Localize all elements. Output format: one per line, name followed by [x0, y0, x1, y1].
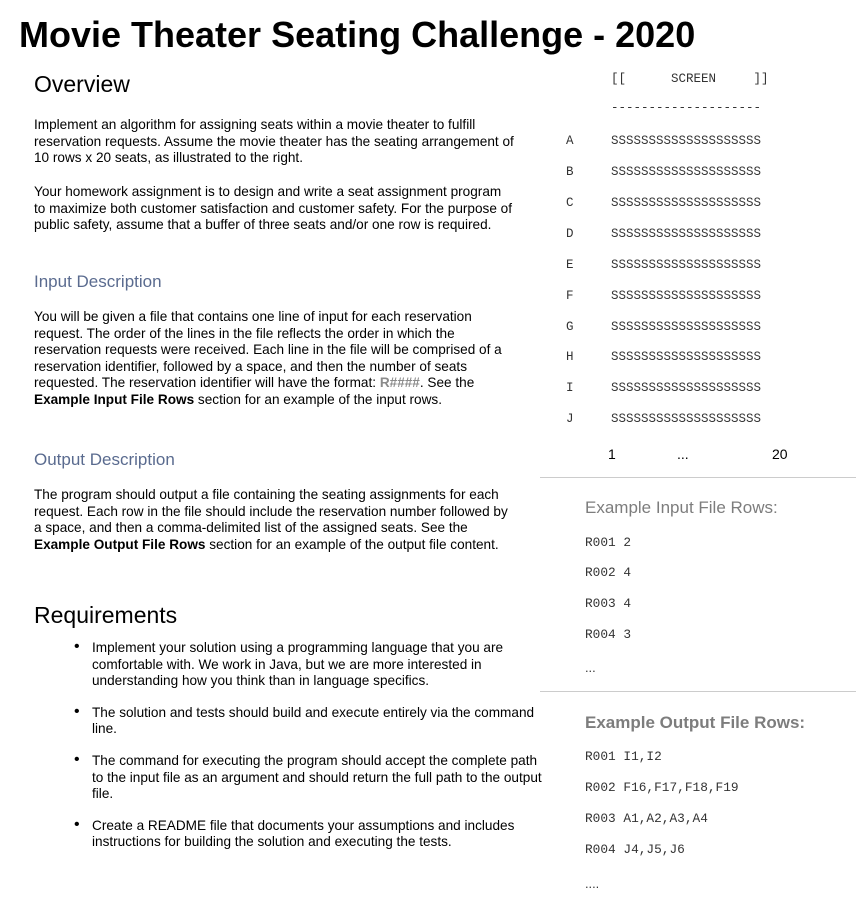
seat-row: SSSSSSSSSSSSSSSSSSSS: [611, 165, 762, 179]
output-description-text-b: section for an example of the output file content.: [205, 536, 499, 552]
overview-paragraph-2: Your homework assignment is to design and write a seat assignment program to maximize both customer satisfaction and customer safety. For the purpose of public safety, assume that a buffer of three seats and/or one row is required.: [34, 184, 513, 233]
seat-row: SSSSSSSSSSSSSSSSSSSS: [611, 227, 762, 241]
input-description-heading: Input Description: [34, 272, 162, 291]
overview-paragraph-1: Implement an algorithm for assigning seats within a movie theater to fulfill reservation requests. Assume the movie theater has the seating arrangement of 10 rows x 20 seats, as illustrated to the right.: [34, 117, 514, 166]
example-output-row: R002 F16,F17,F18,F19: [585, 780, 739, 795]
seat-row: SSSSSSSSSSSSSSSSSSSS: [611, 350, 762, 364]
requirements-list: [58, 640, 552, 866]
list-item: • Create a README file that documents your assumptions and includes instructions for building the solution and executing the tests.: [92, 818, 552, 851]
example-output-row: R004 J4,J5,J6: [585, 842, 685, 857]
row-letter: B: [566, 165, 574, 179]
overview-heading: Overview: [34, 71, 130, 97]
requirements-heading: Requirements: [34, 602, 178, 628]
input-description-text-c: section for an example of the input rows.: [194, 391, 442, 407]
screen-label: [[ SCREEN ]]: [611, 72, 769, 86]
list-item: • The solution and tests should build and execute entirely via the command line.: [92, 705, 552, 738]
page-title: Movie Theater Seating Challenge - 2020: [19, 14, 696, 55]
screen-divider: --------------------: [611, 101, 762, 115]
seat-row: SSSSSSSSSSSSSSSSSSSS: [611, 381, 762, 395]
row-letter: E: [566, 258, 574, 272]
row-letter: C: [566, 196, 574, 210]
row-letter: A: [566, 134, 574, 148]
seat-number-first: 1: [608, 446, 616, 462]
output-description-text-a: The program should output a file containing the seating assignments for each request. Each row in the file should include the reservation number followed by a space, and then a comma-delimited list of the assigned seats. See the: [34, 487, 508, 536]
row-letter: G: [566, 320, 574, 334]
row-letter: H: [566, 350, 574, 364]
seat-number-ellipsis: ...: [677, 446, 689, 462]
example-input-row: R004 3: [585, 627, 632, 642]
input-description-text-b: . See the: [419, 375, 475, 391]
example-input-ellipsis: ...: [585, 660, 596, 675]
example-input-heading: Example Input File Rows:: [585, 498, 778, 517]
seat-row: SSSSSSSSSSSSSSSSSSSS: [611, 258, 762, 272]
example-output-heading: Example Output File Rows:: [585, 713, 806, 732]
seat-row: SSSSSSSSSSSSSSSSSSSS: [611, 320, 762, 334]
example-output-row: R003 A1,A2,A3,A4: [585, 811, 708, 826]
example-input-reference: Example Input File Rows: [34, 391, 195, 407]
output-description-paragraph: [34, 487, 514, 553]
example-input-row: R003 4: [585, 596, 632, 611]
output-description-heading: Output Description: [34, 450, 175, 469]
input-description-text-a: You will be given a file that contains one line of input for each reservation request. The order of the lines in the file reflects the order in which the reservation requests were received. Each line in the file will be comprised of a reservation identifier, followed by a space, and then the number of seats requested. The reservation identifier will have the format:: [34, 309, 502, 391]
divider: [540, 477, 856, 478]
example-output-ellipsis: ....: [585, 876, 600, 891]
divider: [540, 691, 856, 692]
row-letter: I: [566, 381, 574, 395]
seat-row: SSSSSSSSSSSSSSSSSSSS: [611, 134, 762, 148]
seat-row: SSSSSSSSSSSSSSSSSSSS: [611, 412, 762, 426]
example-output-row: R001 I1,I2: [585, 749, 662, 764]
seat-number-last: 20: [772, 446, 788, 462]
reservation-format-code: R####: [379, 375, 420, 391]
example-input-row: R002 4: [585, 565, 632, 580]
row-letter: D: [566, 227, 574, 241]
seat-row: SSSSSSSSSSSSSSSSSSSS: [611, 289, 762, 303]
row-letter: F: [566, 289, 574, 303]
row-letter: J: [566, 412, 574, 426]
example-input-row: R001 2: [585, 535, 632, 550]
input-description-paragraph: [34, 309, 514, 409]
example-output-reference: Example Output File Rows: [34, 536, 206, 552]
list-item: • Implement your solution using a programming language that you are comfortable with. We work in Java, but we are more interested in understanding how you think than in language specifics.: [92, 640, 552, 690]
list-item: • The command for executing the program should accept the complete path to the input file as an argument and should return the full path to the output file.: [92, 753, 552, 803]
seat-row: SSSSSSSSSSSSSSSSSSSS: [611, 196, 762, 210]
